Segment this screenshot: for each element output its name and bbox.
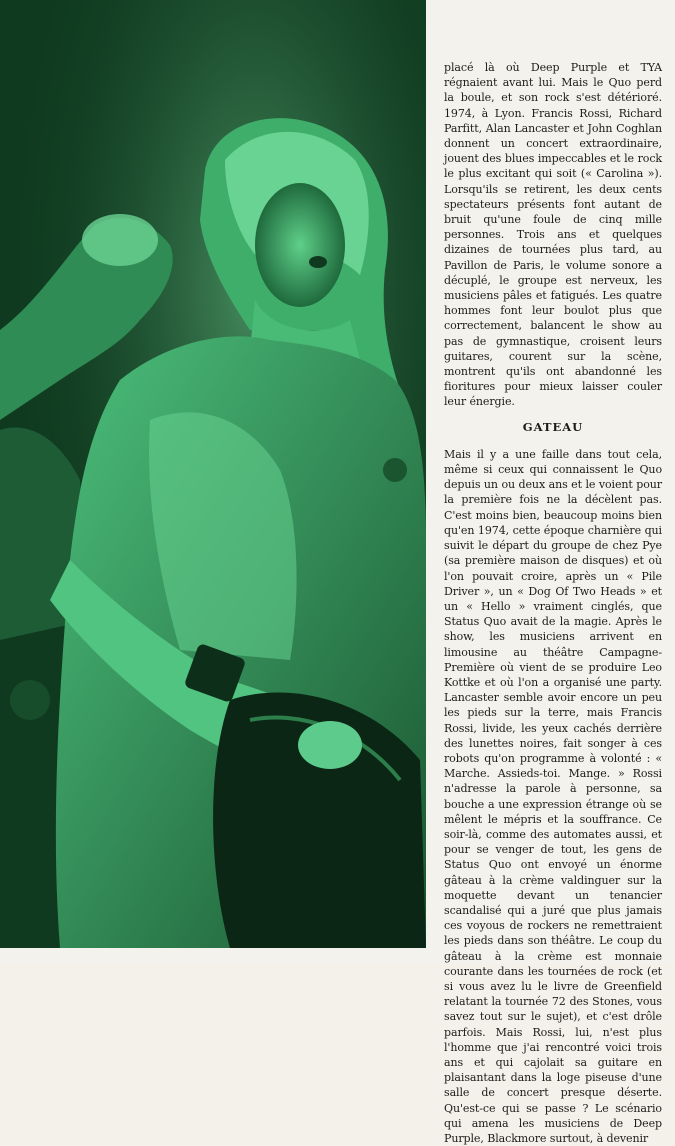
article-column [444,60,662,1146]
article-paragraph: placé là où Deep Purple et TYA régnaient avant lui. Mais le Quo perd la boule, et son rock s'est détérioré. 1974, à Lyon. Francis Rossi, Richard Parfitt, Alan Lancaster et John Coghlan donnent un concert extraordinaire, jouent des blues impeccables et le rock le plus excitant qui soit (« Carolina »). Lorsqu'ils se retirent, les deux cents spectateurs présents font autant de bruit qu'une foule de cinq mille personnes. Trois ans et quelques dizaines de tournées plus tard, au Pavillon de Paris, le volume sonore a décuplé, le groupe est nerveux, les musiciens pâles et fatigués. Les quatre hommes font leur boulot plus que correctement, balancent le show au pas de gymnastique, croisent leurs guitares, courent sur la scène, montrent qu'ils ont abandonné les fioritures pour mieux laisser couler leur énergie. [444,61,662,409]
article-paragraph: Mais il y a une faille dans tout cela, même si ceux qui connaissent le Quo depuis un ou deux ans et le voient pour la première fois ne la décèlent pas. C'est moins bien, beaucoup moins bien qu'en 1974, cette époque charnière qui suivit le départ du groupe de chez Pye (sa première maison de disques) et où l'on pouvait croire, après un « Pile Driver », un « Dog Of Two Heads » et un « Hello » vraiment cinglés, que Status Quo avait de la magie. Après le show, les musiciens arrivent en limousine au théâtre Campagne-Première où vient de se produire Leo Kottke et où l'on a organisé une party. Lancaster semble avoir encore un peu les pieds sur la terre, mais Francis Rossi, livide, les yeux cachés derrière des lunettes noires, fait songer à ces robots qu'on programme à volonté : « Marche. Assieds-toi. Mange. » Rossi n'adresse la parole à personne, sa bouche a une expression étrange où se mêlent le mépris et la souffrance. Ce soir-là, comme des automates aussi, et pour se venger de tout, les gens de Status Quo ont envoyé un énorme gâteau à la crème valdinguer sur la moquette devant un tenancier scandalisé qui a juré que plus jamais ces voyous de rockers ne remettraient les pieds dans son théâtre. Le coup du gâteau à la crème est monnaie courante dans les tournées de rock (et si vous avez lu le livre de Greenfield relatant la tournée 72 des Stones, vous savez tout sur le sujet), et c'est drôle parfois. Mais Rossi, lui, n'est plus l'homme que j'ai rencontré voici trois ans et qui cajolait sa guitare en plaisantant dans la loge piseuse d'une salle de concert presque déserte. Qu'est-ce qui se passe ? Le scénario qui amena les musiciens de Deep Purple, Blackmore surtout, à devenir [444,447,662,1146]
section-heading: GATEAU [522,419,584,434]
